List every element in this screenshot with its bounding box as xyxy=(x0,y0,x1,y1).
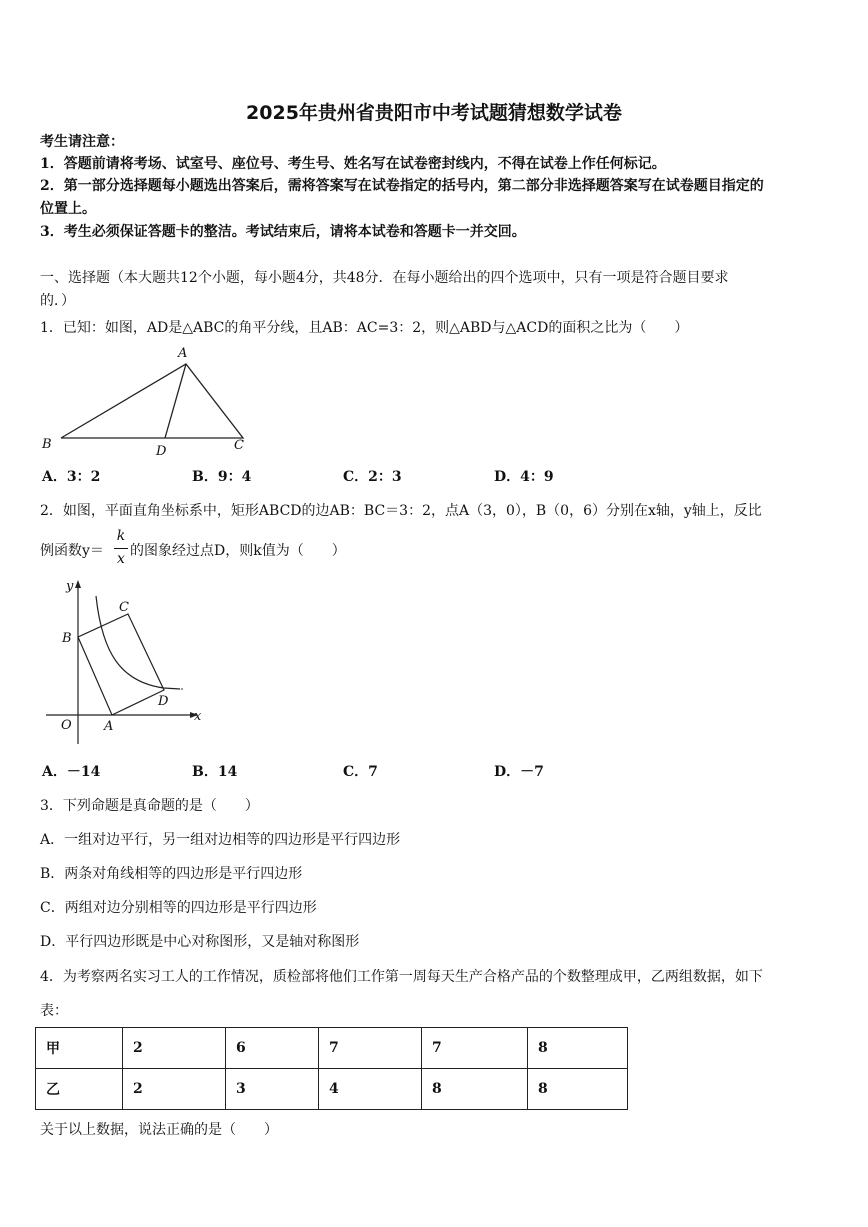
question-2-prefix: 例函数y＝ xyxy=(40,543,104,559)
fraction-numerator: k xyxy=(116,528,126,544)
q2-option-c: C．7 xyxy=(343,764,378,780)
q3-option-b: B．两条对角线相等的四边形是平行四边形 xyxy=(40,866,303,882)
triangle-label-b: B xyxy=(42,437,52,452)
triangle-label-c: C xyxy=(234,438,244,453)
q2-option-b: B．14 xyxy=(192,764,238,780)
origin-label: O xyxy=(61,718,72,733)
coordinate-figure xyxy=(40,572,215,747)
triangle-figure xyxy=(38,343,250,461)
point-label-a: A xyxy=(104,719,114,734)
point-label-b: B xyxy=(62,631,72,646)
q3-option-d: D．平行四边形既是中心对称图形，又是轴对称图形 xyxy=(40,934,360,950)
table-cell: 甲 xyxy=(36,1028,123,1069)
axis-label-y: y xyxy=(66,579,74,594)
question-1-text: 1．已知：如图，AD是△ABC的角平分线，且AB：AC=3：2，则△ABD与△ACD的面积之比为（ ） xyxy=(40,320,689,336)
section-heading: 一、选择题（本大题共12个小题，每小题4分，共48分．在每小题给出的四个选项中，只有一项是符合题目要求 xyxy=(40,270,729,286)
table-row xyxy=(36,1028,628,1069)
table-cell: 乙 xyxy=(36,1069,123,1110)
notice-item-2-cont: 位置上。 xyxy=(40,201,96,217)
point-label-c: C xyxy=(119,600,129,615)
fraction-denominator: x xyxy=(117,551,125,567)
table-cell: 7 xyxy=(319,1028,422,1069)
notice-item-1: 1．答题前请将考场、试室号、座位号、考生号、姓名写在试卷密封线内，不得在试卷上作任何标记。 xyxy=(40,156,666,172)
q3-option-a: A．一组对边平行，另一组对边相等的四边形是平行四边形 xyxy=(40,832,401,848)
page-title: 2025年贵州省贵阳市中考试题猜想数学试卷 xyxy=(246,102,622,124)
q1-option-c: C．2：3 xyxy=(343,469,402,485)
table-cell: 2 xyxy=(123,1028,226,1069)
table-cell: 8 xyxy=(528,1069,628,1110)
q1-option-b: B．9：4 xyxy=(192,469,252,485)
table-cell: 2 xyxy=(123,1069,226,1110)
q2-option-a: A．－14 xyxy=(42,764,101,780)
table-cell: 6 xyxy=(226,1028,319,1069)
axis-label-x: x xyxy=(194,709,202,724)
q3-option-c: C．两组对边分别相等的四边形是平行四边形 xyxy=(40,900,317,916)
point-label-d: D xyxy=(158,694,169,709)
table-cell: 7 xyxy=(422,1028,528,1069)
q2-option-d: D．－7 xyxy=(494,764,544,780)
question-2-suffix: 的图象经过点D，则k值为（ ） xyxy=(130,543,346,559)
question-3-text: 3．下列命题是真命题的是（ ） xyxy=(40,798,259,814)
section-heading-cont: 的．） xyxy=(40,293,75,309)
triangle-label-d: D xyxy=(156,444,167,459)
notice-heading: 考生请注意： xyxy=(40,134,124,150)
notice-item-3: 3．考生必须保证答题卡的整洁。考试结束后，请将本试卷和答题卡一并交回。 xyxy=(40,224,526,240)
question-4-text: 4．为考察两名实习工人的工作情况，质检部将他们工作第一周每天生产合格产品的个数整理成甲，乙两组数据，如下 xyxy=(40,969,763,985)
triangle-label-a: A xyxy=(178,346,188,361)
fraction-bar xyxy=(114,548,128,549)
table-row xyxy=(36,1069,628,1110)
q1-option-a: A．3：2 xyxy=(42,469,101,485)
table-cell: 8 xyxy=(528,1028,628,1069)
table-cell: 4 xyxy=(319,1069,422,1110)
table-cell: 3 xyxy=(226,1069,319,1110)
question-4-text-cont: 表： xyxy=(40,1003,68,1019)
data-table xyxy=(35,1027,628,1110)
q1-option-d: D．4：9 xyxy=(494,469,554,485)
notice-item-2: 2．第一部分选择题每小题选出答案后，需将答案写在试卷指定的括号内，第二部分非选择题答案写在试卷题目指定的 xyxy=(40,178,764,194)
question-2-text: 2．如图，平面直角坐标系中，矩形ABCD的边AB：BC＝3：2，点A（3，0），B（0，6）分别在x轴，y轴上，反比 xyxy=(40,503,762,519)
question-4-after: 关于以上数据，说法正确的是（ ） xyxy=(40,1122,278,1138)
table-cell: 8 xyxy=(422,1069,528,1110)
